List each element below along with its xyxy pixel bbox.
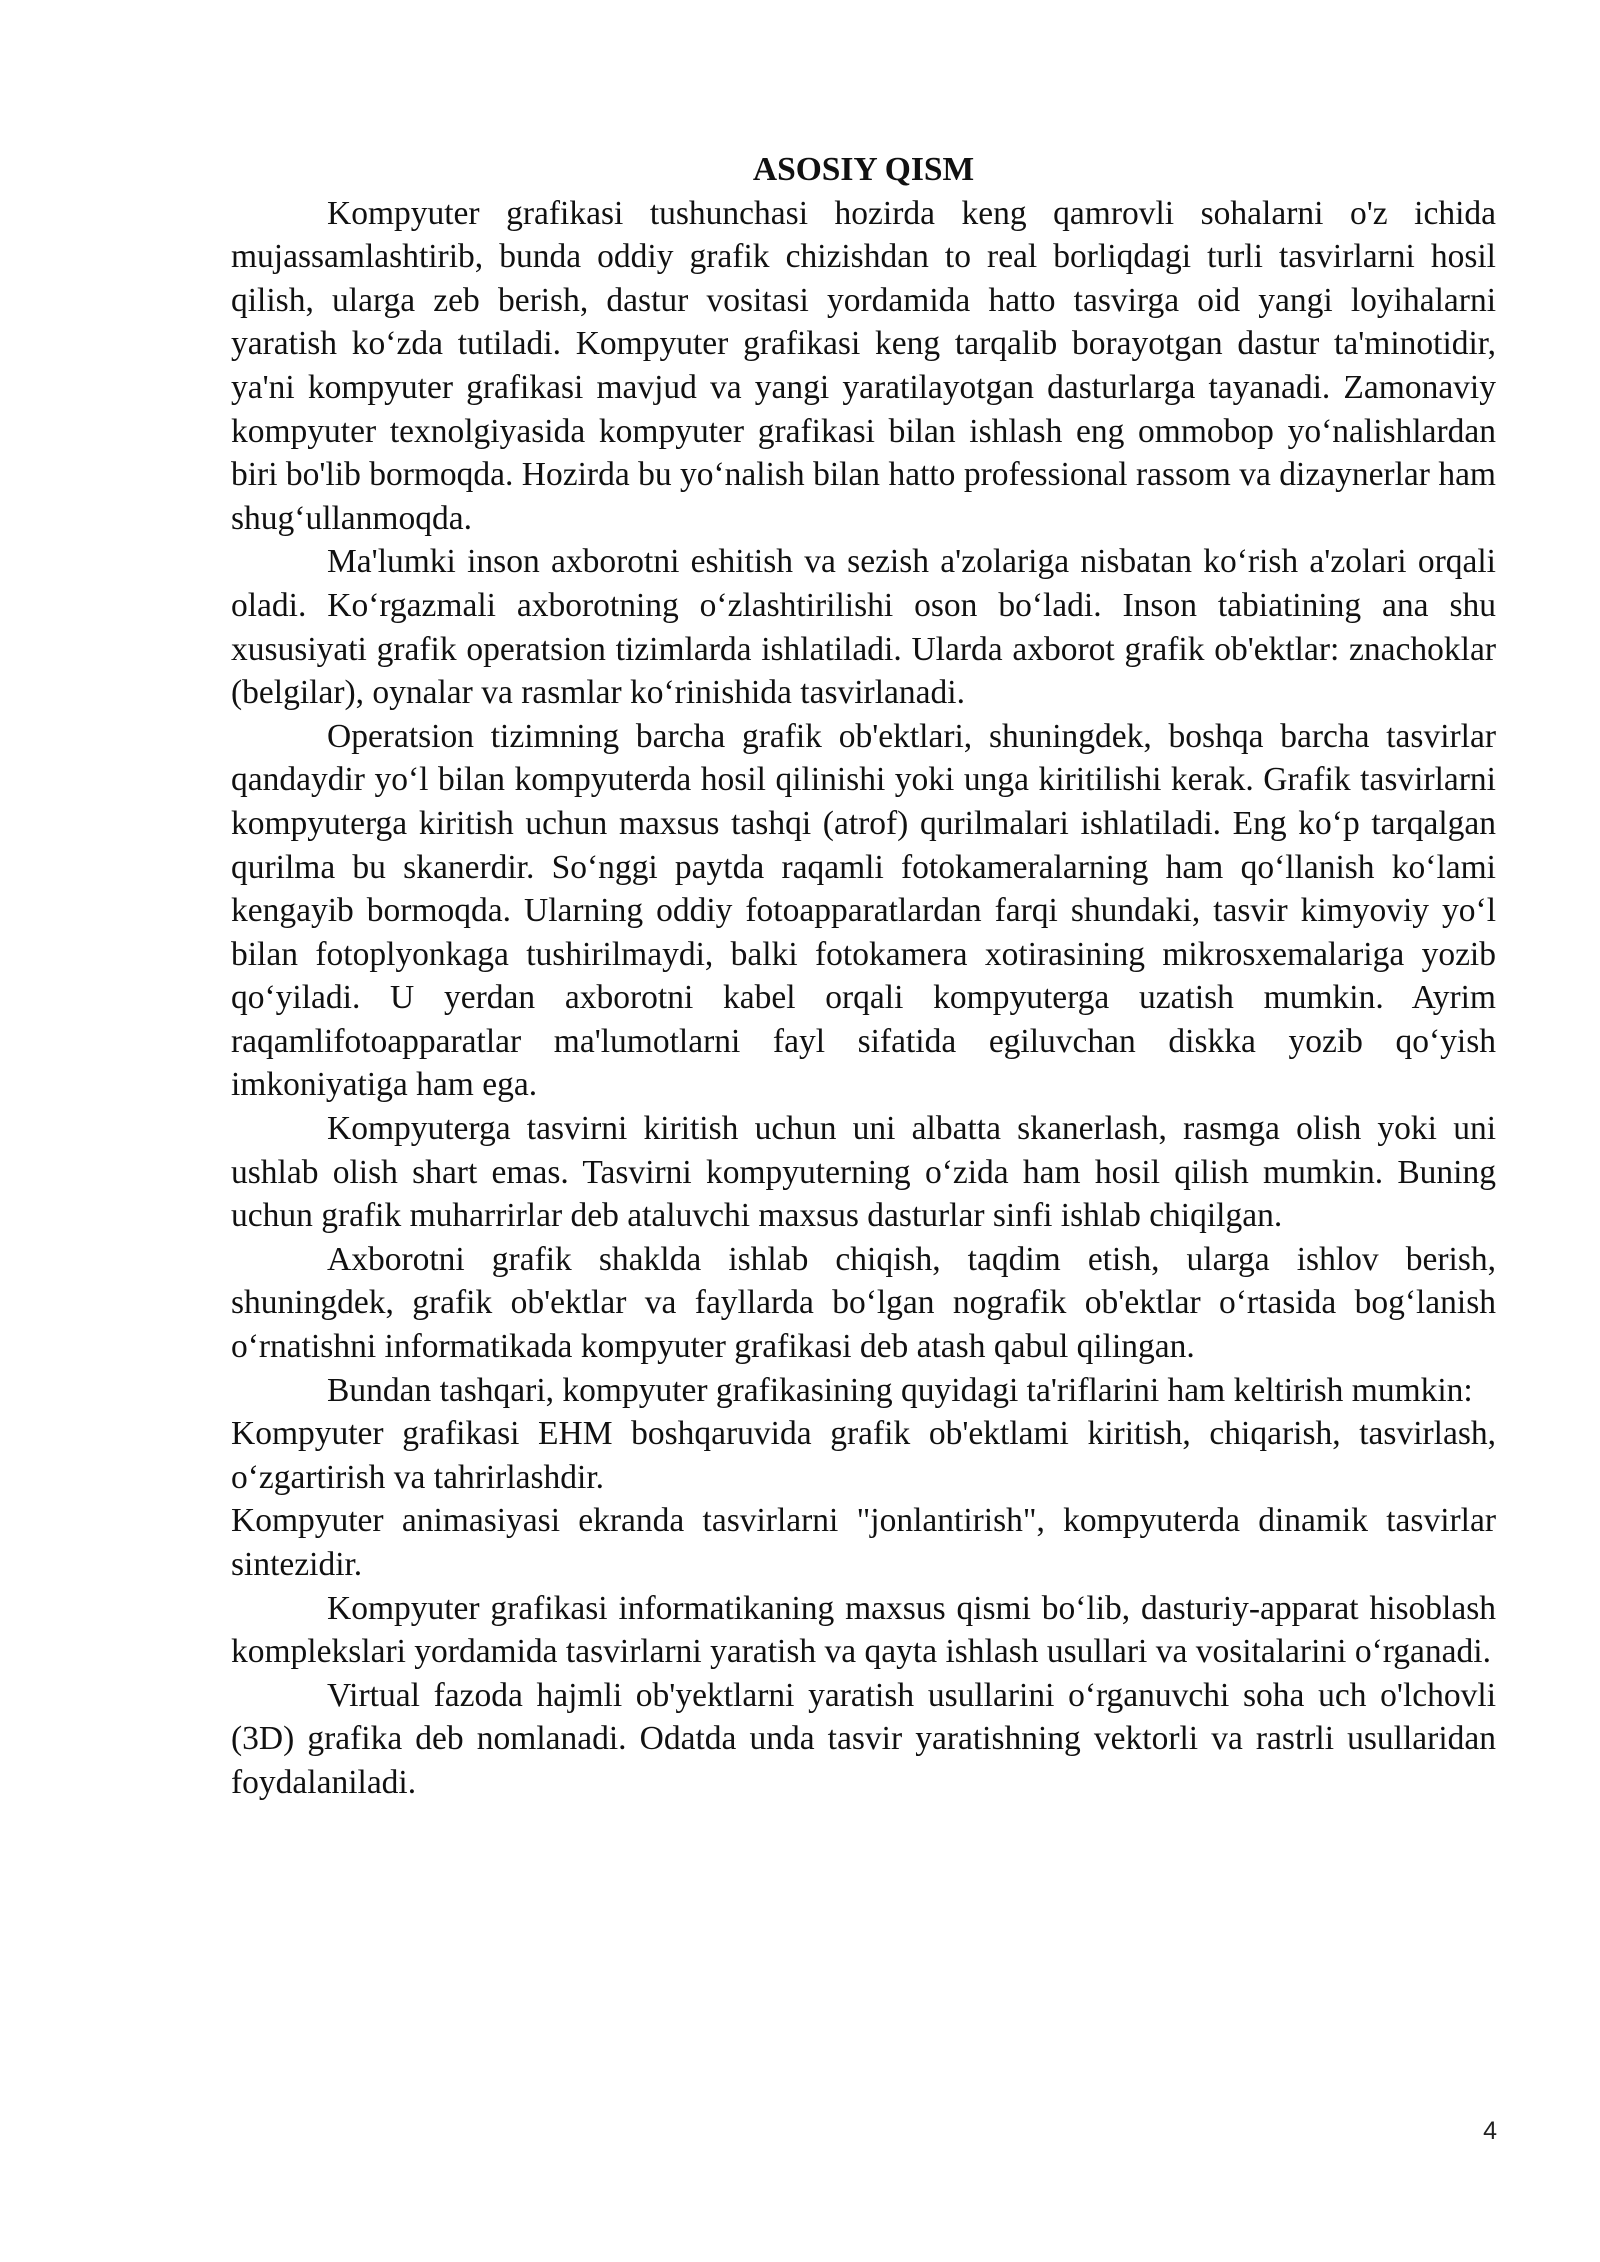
- page-content: [231, 148, 1496, 1805]
- paragraph: Ma'lumki inson axborotni eshitish va sezish a'zolariga nisbatan ko‘rish a'zolari orqali oladi. Ko‘rgazmali axborotning o‘zlashtirilishi oson bo‘ladi. Inson tabiatining ana shu xususiyati grafik operatsion tizimlarda ishlatiladi. Ularda axborot grafik ob'ektlar: znachoklar (belgilar), oynalar va rasmlar ko‘rinishida tasvirlanadi.: [231, 543, 1496, 712]
- definition-paragraph: Kompyuter grafikasi EHM boshqaruvida grafik ob'ektlami kiritish, chiqarish, tasvirlash, o‘zgartirish va tahrirlashdir.: [231, 1415, 1496, 1496]
- page-number: 4: [1483, 2117, 1497, 2145]
- paragraph: Axborotni grafik shaklda ishlab chiqish, taqdim etish, ularga ishlov berish, shuningdek, grafik ob'ektlar va fayllarda bo‘lgan nografik ob'ektlar o‘rtasida bog‘lanish o‘rnatishni informatikada kompyuter grafikasi deb atash qabul qilingan.: [231, 1240, 1496, 1366]
- section-heading: ASOSIY QISM: [752, 151, 975, 188]
- paragraph: Virtual fazoda hajmli ob'yektlarni yaratish usullarini o‘rganuvchi soha uch o'lchovli (3D) grafika deb nomlanadi. Odatda unda tasvir yaratishning vektorli va rastrli usullaridan foydalaniladi.: [231, 1676, 1496, 1801]
- paragraph: Kompyuter grafikasi tushunchasi hozirda keng qamrovli sohalarni o'z ichida mujassamlashtirib, bunda oddiy grafik chizishdan to real borliqdagi turli tasvirlarni hosil qilish, ularga zeb berish, dastur vositasi yordamida hatto tasvirga oid yangi loyihalarni yaratish ko‘zda tutiladi. Kompyuter grafikasi keng tarqalib borayotgan dastur ta'minotidir, ya'ni kompyuter grafikasi mavjud va yangi yaratilayotgan dasturlarga tayanadi. Zamonaviy kompyuter texnolgiyasida kompyuter grafikasi bilan ishlash eng ommobop yo‘nalishlardan biri bo'lib bormoqda. Hozirda bu yo‘nalish bilan hatto professional rassom va dizaynerlar ham shug‘ullanmoqda.: [231, 194, 1496, 537]
- paragraph: Kompyuterga tasvirni kiritish uchun uni albatta skanerlash, rasmga olish yoki uni ushlab olish shart emas. Tasvirni kompyuterning o‘zida ham hosil qilish mumkin. Buning uchun grafik muharrirlar deb ataluvchi maxsus dasturlar sinfi ishlab chiqilgan.: [231, 1110, 1496, 1235]
- paragraph: Bundan tashqari, kompyuter grafikasining quyidagi ta'riflarini ham keltirish mumkin:: [327, 1371, 1473, 1409]
- paragraph: Operatsion tizimning barcha grafik ob'ektlari, shuningdek, boshqa barcha tasvirlar qandaydir yo‘l bilan kompyuterda hosil qilinishi yoki unga kiritilishi kerak. Grafik tasvirlarni kompyuterga kiritish uchun maxsus tashqi (atrof) qurilmalari ishlatiladi. Eng ko‘p tarqalgan qurilma bu skanerdir. So‘nggi paytda raqamli fotokameralarning ham qo‘llanish ko‘lami kengayib bormoqda. Ularning oddiy fotoapparatlardan farqi shundaki, tasvir kimyoviy yo‘l bilan fotoplyonkaga tushirilmaydi, balki fotokamera xotirasining mikrosxemalariga yozib qo‘yiladi. U yerdan axborotni kabel orqali kompyuterga uzatish mumkin. Ayrim raqamlifotoapparatlar ma'lumotlarni fayl sifatida egiluvchan diskka yozib qo‘yish imkoniyatiga ham ega.: [231, 717, 1496, 1104]
- definition-paragraph: Kompyuter animasiyasi ekranda tasvirlarni "jonlantirish", kompyuterda dinamik tasvirlar sintezidir.: [231, 1502, 1496, 1583]
- paragraph: Kompyuter grafikasi informatikaning maxsus qismi bo‘lib, dasturiy-apparat hisoblash komplekslari yordamida tasvirlarni yaratish va qayta ishlash usullari va vositalarini o‘rganadi.: [231, 1589, 1496, 1671]
